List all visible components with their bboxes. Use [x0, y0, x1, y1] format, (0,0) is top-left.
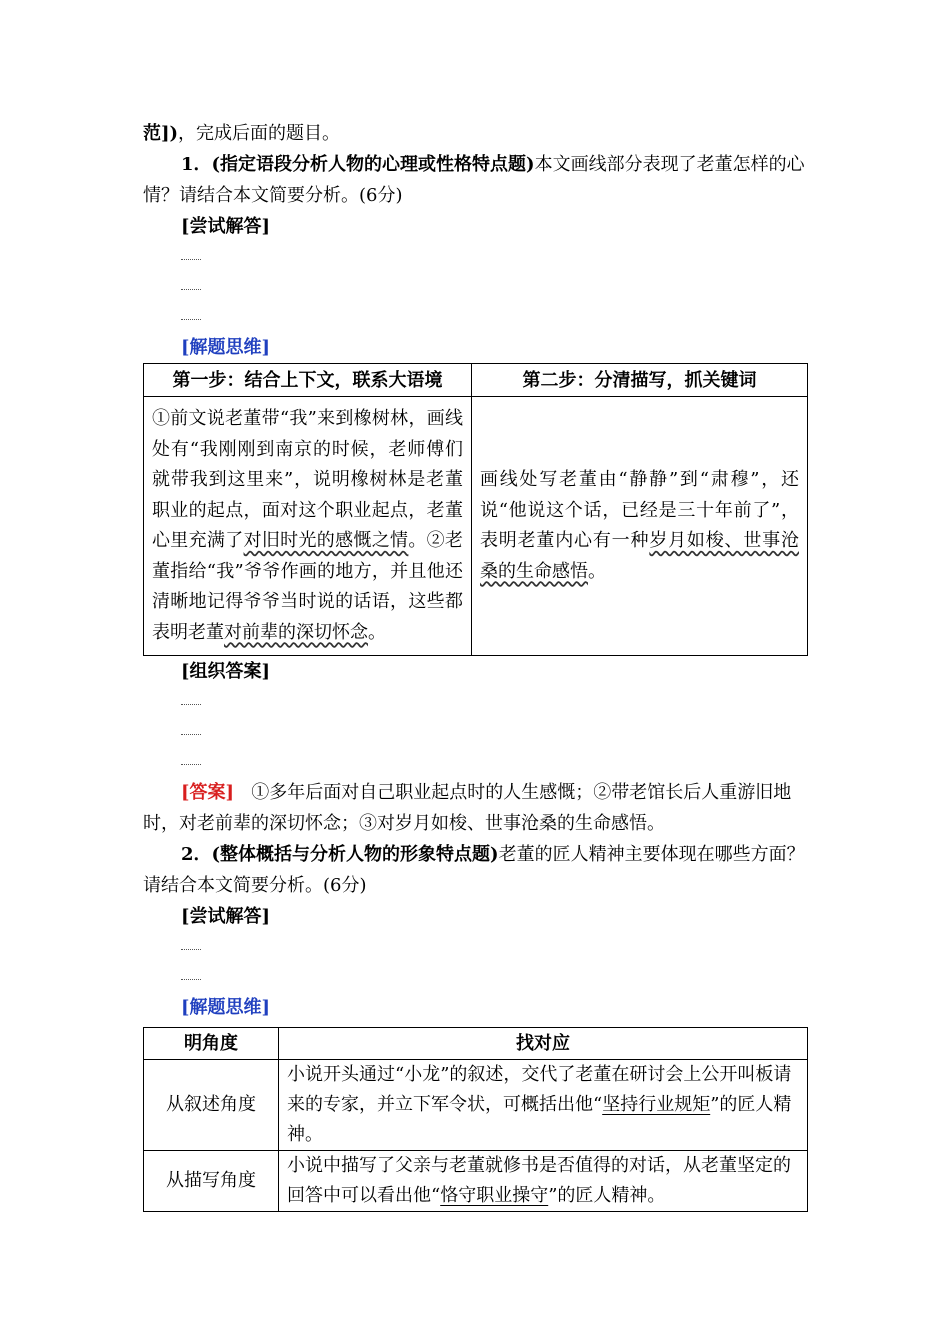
correspond-keyphrase: 坚持行业规矩	[602, 1094, 711, 1115]
q2-number: 2．	[181, 844, 212, 865]
q1-number: 1．	[181, 154, 212, 175]
q2-text: 老董的匠人精神主要体现在哪些方面？请结合本文简要分析。(6分)	[143, 844, 805, 896]
table-row	[144, 1060, 808, 1151]
answer-blank-line[interactable]	[143, 687, 808, 717]
step2-text-b: 。	[588, 560, 606, 582]
intro-line	[143, 118, 808, 149]
q2-try-label: [尝试解答]	[181, 906, 271, 927]
q2-analysis-table	[143, 1027, 808, 1212]
q2-tag: (整体概括与分析人物的形象特点题)	[211, 844, 499, 865]
q1-analysis-table	[143, 363, 808, 656]
table-header: 明角度	[144, 1028, 279, 1060]
step1-keyphrase: 对前辈的深切怀念	[224, 621, 368, 643]
q1-step1-cell	[144, 397, 472, 656]
step1-text-c: 。	[368, 621, 386, 643]
table-header: 找对应	[279, 1028, 808, 1060]
q1-text: 本文画线部分表现了老董怎样的心情？请结合本文简要分析。(6分)	[143, 154, 805, 206]
angle-cell: 从描写角度	[144, 1151, 279, 1212]
answer-blank-line[interactable]	[143, 242, 808, 272]
correspond-text-b: ”的匠人精神。	[548, 1185, 666, 1206]
q1-think-label: [解题思维]	[181, 337, 271, 358]
answer-text: ①多年后面对自己职业起点时的人生感慨；②带老馆长后人重游旧地时，对老前辈的深切怀念；③对岁月如梭、世事沧桑的生命感悟。	[143, 782, 792, 834]
correspond-text-a: 小说中描写了父亲与老董就修书是否值得的对话，从老董坚定的回答中可以看出他“	[287, 1155, 791, 1206]
q1-organize-label: [组织答案]	[181, 661, 271, 682]
correspond-cell	[279, 1151, 808, 1212]
angle-cell: 从叙述角度	[144, 1060, 279, 1151]
q2-think-label: [解题思维]	[181, 997, 271, 1018]
correspond-text-b: ”的匠人精神。	[287, 1094, 792, 1145]
step1-keyphrase: 对旧时光的感慨之情	[243, 530, 409, 551]
q1-tag: (指定语段分析人物的心理或性格特点题)	[211, 154, 535, 175]
answer-blank-line[interactable]	[143, 747, 808, 777]
q1-try-label: [尝试解答]	[181, 216, 271, 237]
q1-answer	[143, 777, 808, 839]
correspond-cell	[279, 1060, 808, 1151]
answer-blank-line[interactable]	[143, 717, 808, 747]
step1-text-a: ①前文说老董带“我”来到橡树林，画线处有“我刚刚到南京的时候，老师傅们就带我到这里来”，说明橡树林是老董职业的起点，面对这个职业起点，老董心里充满了	[152, 408, 463, 551]
answer-blank-line[interactable]	[143, 272, 808, 302]
step2-keyphrase: 岁月如梭、世事沧桑的生命感悟	[480, 530, 799, 582]
correspond-text-a: 小说开头通过“小龙”的叙述，交代了老董在研讨会上公开叫板请来的专家，并立下军令状，可概括出他“	[287, 1064, 792, 1115]
step2-text-a: 画线处写老董由“静静”到“肃穆”，还说“他说这个话，已经是三十年前了”，表明老董内心有一种	[480, 469, 799, 551]
table-row	[144, 1151, 808, 1212]
answer-blank-line[interactable]	[143, 962, 808, 992]
correspond-keyphrase: 恪守职业操守	[440, 1185, 549, 1206]
table-header: 第二步：分清描写，抓关键词	[472, 364, 808, 397]
table-header: 第一步：结合上下文，联系大语境	[144, 364, 472, 397]
q1-step2-cell	[472, 397, 808, 656]
intro-prefix: 范])	[143, 123, 179, 144]
question-2	[143, 839, 808, 901]
answer-blank-line[interactable]	[143, 932, 808, 962]
answer-label: [答案]	[181, 782, 235, 803]
document-page	[143, 118, 808, 1212]
intro-suffix: ，完成后面的题目。	[178, 123, 341, 144]
step1-text-b: 。②老董指给“我”爷爷作画的地方，并且他还清晰地记得爷爷当时说的话语，这些都表明老董	[152, 530, 463, 643]
question-1	[143, 149, 808, 211]
answer-blank-line[interactable]	[143, 302, 808, 332]
